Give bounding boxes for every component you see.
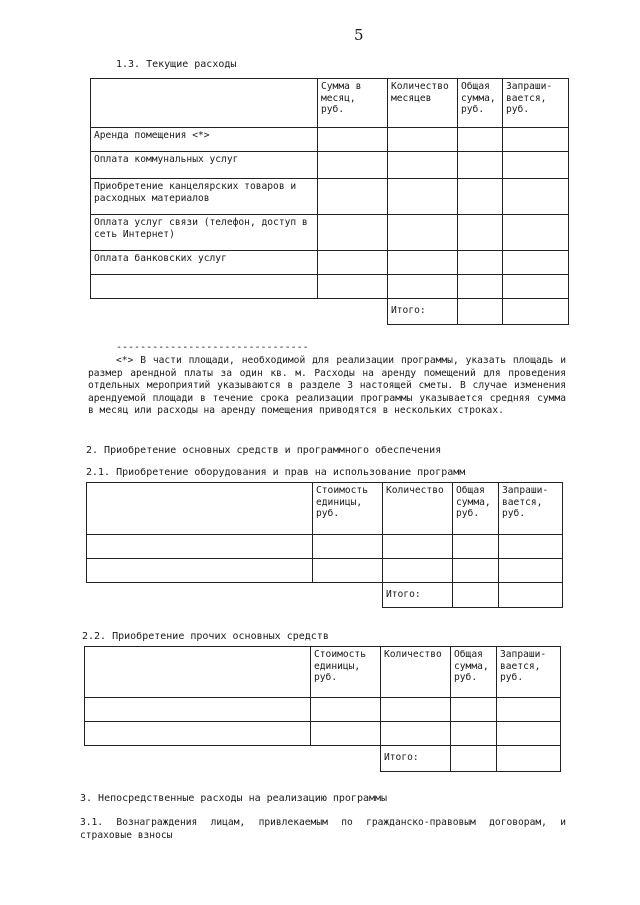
- total-label: Итого:: [381, 746, 451, 772]
- header-cell: Сумма в месяц, руб.: [318, 79, 388, 128]
- table-row: [91, 128, 569, 152]
- section-1-3-title: 1.3. Текущие расходы: [116, 59, 237, 70]
- section-2-2-title: 2.2. Приобретение прочих основных средств: [82, 631, 329, 642]
- table-row: [91, 179, 569, 215]
- header-cell: Общая сумма, руб.: [453, 483, 499, 535]
- header-cell: Количество: [381, 647, 451, 698]
- table-row: [85, 722, 561, 746]
- table-header-row: [87, 483, 563, 535]
- header-cell: Стоимость единицы, руб.: [311, 647, 381, 698]
- table-row: [91, 275, 569, 299]
- row-label: Оплата коммунальных услуг: [91, 152, 318, 179]
- header-cell: Общая сумма, руб.: [451, 647, 497, 698]
- table-row: [91, 215, 569, 251]
- section-2-1-title: 2.1. Приобретение оборудования и прав на использование программ: [86, 467, 466, 478]
- table-row: [87, 535, 563, 559]
- row-label: Приобретение канцелярских товаров и расходных материалов: [91, 179, 318, 215]
- total-label: Итого:: [388, 299, 458, 325]
- header-cell: Запраши-вается, руб.: [499, 483, 563, 535]
- footnote-text: <*> В части площади, необходимой для реализации программы, указать площадь и размер арендной платы за один кв. м. Расходы на аренду помещений для проведения отдельных мероприятий указываются в разделе 3 настоящей сметы. В случае изменения арендуемой площади в течение срока реализации программы указывается средняя сумма в месяц или расходы на аренду помещения приводятся в нескольких строках.: [88, 355, 566, 417]
- section-3-1-title: 3.1. Вознаграждения лицам, привлекаемым по гражданско-правовым договорам, и страховые взносы: [80, 817, 566, 841]
- header-cell: Стоимость единицы, руб.: [313, 483, 383, 535]
- table-row: [87, 559, 563, 583]
- total-row: [87, 583, 563, 608]
- header-cell: [85, 647, 311, 698]
- current-expenses-table: [90, 78, 569, 325]
- section-2-title: 2. Приобретение основных средств и программного обеспечения: [86, 445, 442, 456]
- other-assets-table: [84, 646, 561, 772]
- row-label: [91, 275, 318, 299]
- row-label: Оплата услуг связи (телефон, доступ в сеть Интернет): [91, 215, 318, 251]
- equipment-table: [86, 482, 563, 608]
- header-cell: [87, 483, 313, 535]
- total-label: Итого:: [383, 583, 453, 608]
- header-cell: Количество: [383, 483, 453, 535]
- header-cell: Запраши-вается, руб.: [503, 79, 569, 128]
- footnote-separator: --------------------------------: [116, 342, 309, 353]
- header-cell: [91, 79, 318, 128]
- row-label: Аренда помещения <*>: [91, 128, 318, 152]
- row-label: Оплата банковских услуг: [91, 251, 318, 275]
- table-row: [91, 152, 569, 179]
- header-cell: Количество месяцев: [388, 79, 458, 128]
- page-number: 5: [354, 26, 364, 44]
- total-row: [85, 746, 561, 772]
- table-header-row: [85, 647, 561, 698]
- table-header-row: [91, 79, 569, 128]
- table-row: [91, 251, 569, 275]
- header-cell: Запраши-вается, руб.: [497, 647, 561, 698]
- header-cell: Общая сумма, руб.: [458, 79, 503, 128]
- total-row: [91, 299, 569, 325]
- table-row: [85, 698, 561, 722]
- section-3-title: 3. Непосредственные расходы на реализацию программы: [80, 793, 388, 804]
